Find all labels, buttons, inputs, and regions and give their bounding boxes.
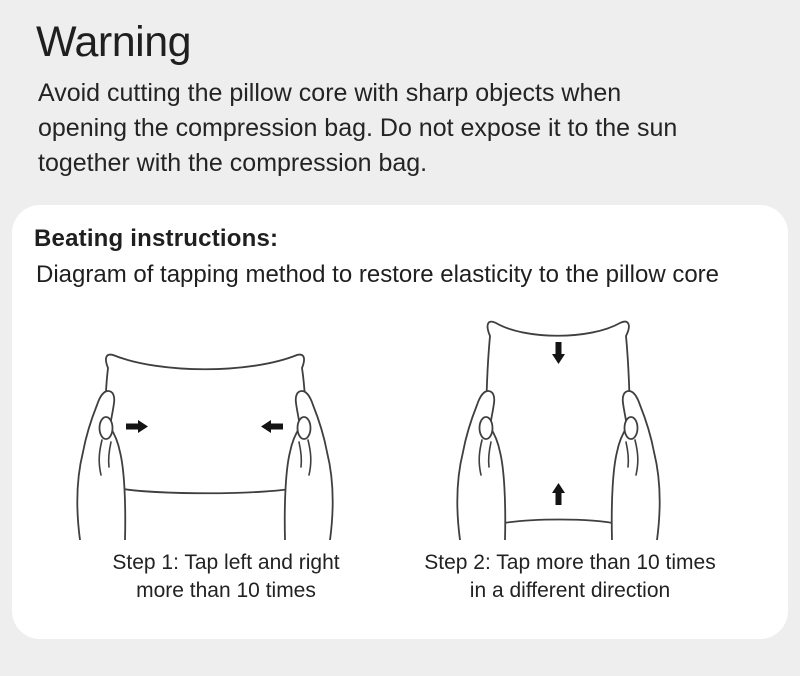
- instructions-heading: Beating instructions:: [34, 225, 279, 252]
- step-1-caption-line: Step 1: Tap left and right: [112, 551, 340, 574]
- step-1-caption: [66, 549, 386, 605]
- hands-tapping-pillow-horizontal-illustration: [60, 300, 400, 540]
- warning-body-line: opening the compression bag. Do not expose it to the sun: [38, 114, 678, 142]
- step-2-caption: [410, 549, 730, 605]
- warning-body-line: Avoid cutting the pillow core with sharp objects when: [38, 79, 622, 107]
- beating-instructions-card: [12, 205, 788, 639]
- step-1-caption-line: more than 10 times: [136, 579, 316, 602]
- warning-title: Warning: [36, 18, 192, 66]
- warning-body: [38, 76, 677, 181]
- step-2-caption-line: in a different direction: [469, 579, 671, 602]
- warning-body-line: together with the compression bag.: [38, 149, 428, 177]
- step-2-caption-line: Step 2: Tap more than 10 times: [424, 551, 716, 574]
- instructions-subheading: Diagram of tapping method to restore elasticity to the pillow core: [36, 261, 720, 288]
- hands-tapping-pillow-vertical-illustration: [420, 290, 760, 540]
